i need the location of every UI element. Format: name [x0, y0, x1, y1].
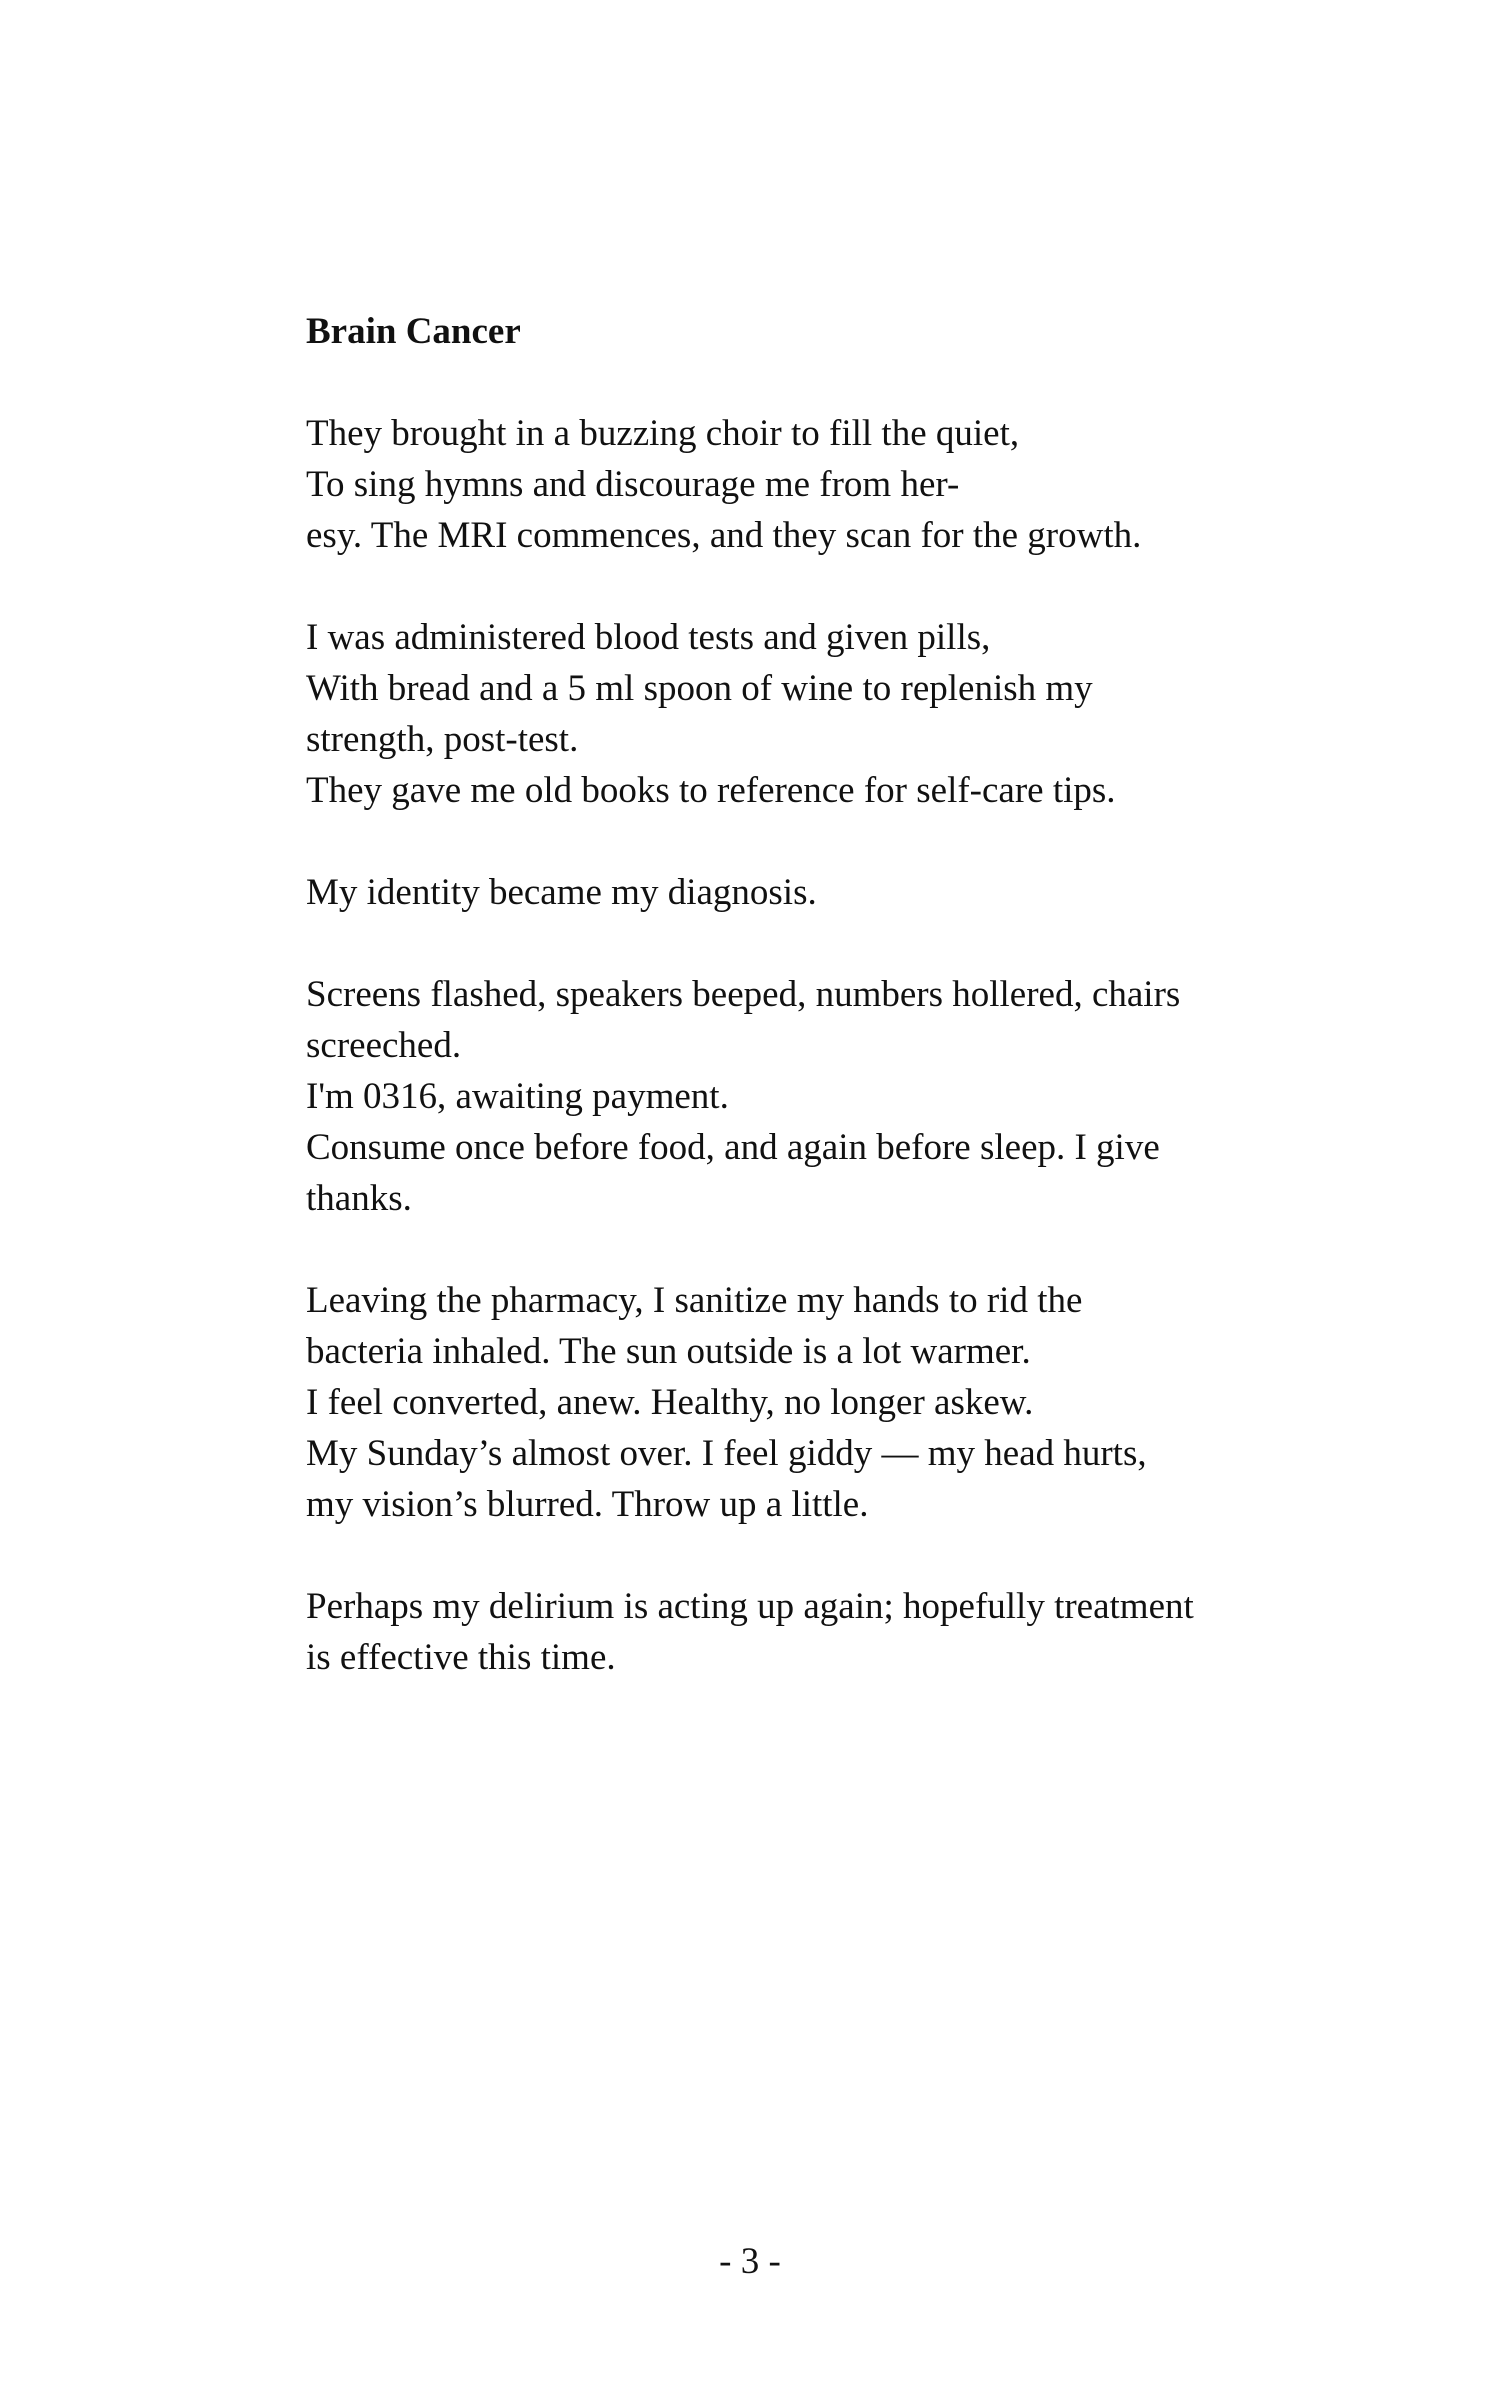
- poem-line: My Sunday’s almost over. I feel giddy — my head hurts,: [306, 1433, 1147, 1474]
- poem: [306, 306, 1286, 1683]
- poem-line: I'm 0316, awaiting payment.: [306, 1076, 729, 1117]
- poem-line: I was administered blood tests and given pills,: [306, 617, 991, 658]
- poem-line: Leaving the pharmacy, I sanitize my hands to rid the: [306, 1280, 1083, 1321]
- stanza-4: [306, 969, 1286, 1224]
- poem-line: thanks.: [306, 1178, 412, 1219]
- poem-line: To sing hymns and discourage me from her-: [306, 464, 960, 505]
- poem-line: screeched.: [306, 1025, 462, 1066]
- poem-title: Brain Cancer: [306, 311, 521, 352]
- stanza-1: [306, 408, 1286, 561]
- poem-line: They gave me old books to reference for self-care tips.: [306, 770, 1116, 811]
- poem-line: My identity became my diagnosis.: [306, 872, 817, 913]
- stanza-2: [306, 612, 1286, 816]
- poem-line: esy. The MRI commences, and they scan for the growth.: [306, 515, 1142, 556]
- poem-line: Screens flashed, speakers beeped, numbers hollered, chairs: [306, 974, 1181, 1015]
- poem-line: bacteria inhaled. The sun outside is a lot warmer.: [306, 1331, 1031, 1372]
- poem-line: With bread and a 5 ml spoon of wine to replenish my: [306, 668, 1093, 709]
- stanza-5: [306, 1275, 1286, 1530]
- poem-line: is effective this time.: [306, 1637, 616, 1678]
- stanza-6: [306, 1581, 1286, 1683]
- poem-line: They brought in a buzzing choir to fill the quiet,: [306, 413, 1020, 454]
- poem-line: Perhaps my delirium is acting up again; hopefully treatment: [306, 1586, 1194, 1627]
- poem-line: strength, post-test.: [306, 719, 579, 760]
- page-number: - 3 -: [719, 2241, 781, 2282]
- poem-line: Consume once before food, and again before sleep. I give: [306, 1127, 1160, 1168]
- poem-line: I feel converted, anew. Healthy, no longer askew.: [306, 1382, 1034, 1423]
- stanza-3: [306, 867, 1286, 918]
- poem-line: my vision’s blurred. Throw up a little.: [306, 1484, 869, 1525]
